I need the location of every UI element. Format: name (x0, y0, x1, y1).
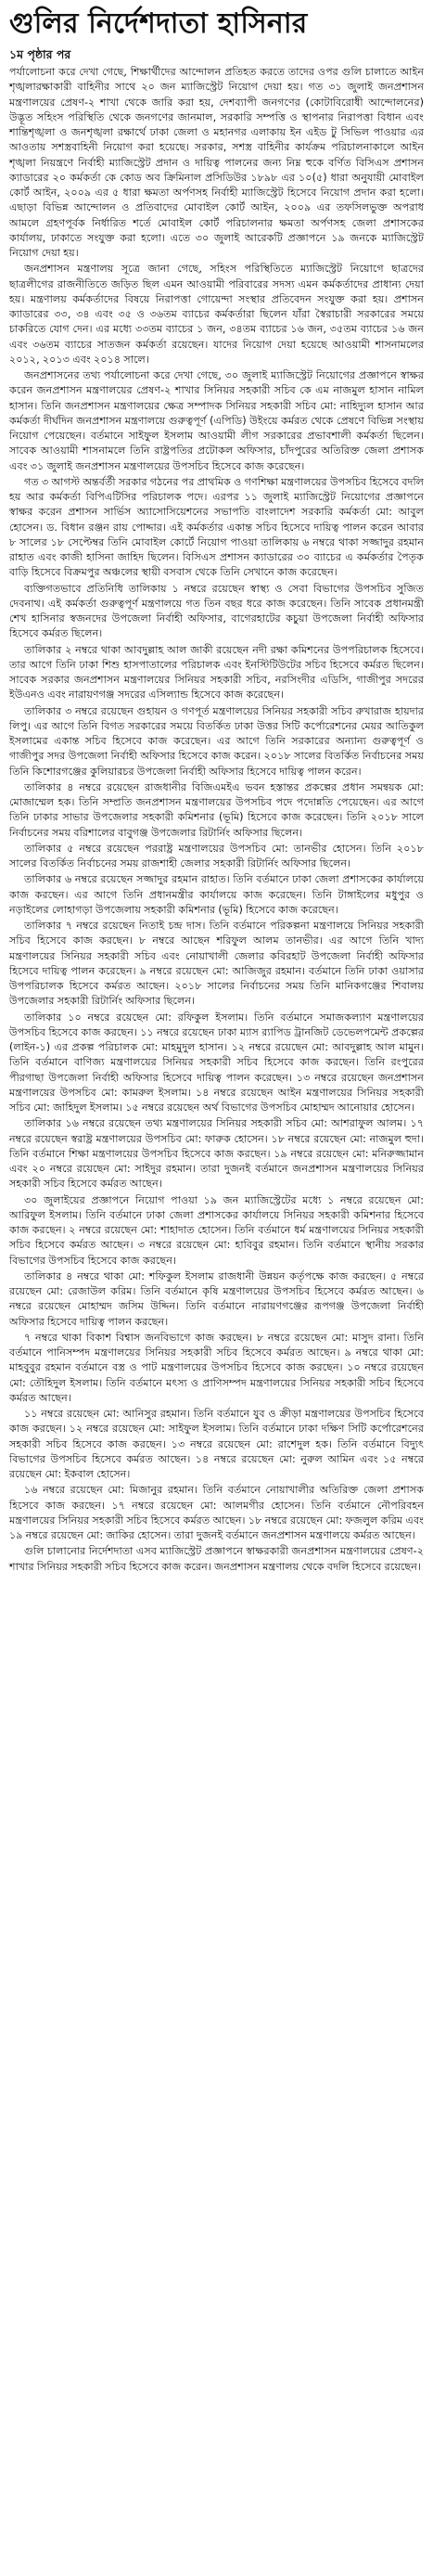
article-paragraph: ১৬ নম্বরে রয়েছেন মো: মিজানুর রহমান। তিনি বর্তমানে নোয়াখালীর অতিরিক্ত জেলা প্রশাসক হিসেবে কাজ করছেন। ১৭ নম্বরে রয়েছেন মো: আলমগীর হোসেন। তিনি বর্তমানে নৌপরিবহন মন্ত্রণালয়ের সিনিয়র সহকারী সচিব হিসেবে কর্মরত আছেন। ১৮ নম্বরে রয়েছেন মো: ফজলুল করিম এবং ১৯ নম্বরে রয়েছেন মো: জাকির হোসেন। তারা দুজনই বর্তমানে জনপ্রশাসন মন্ত্রণালয়ে কর্মরত আছেন। (9, 1484, 424, 1541)
article-paragraph: তালিকার ৪ নম্বরে রয়েছেন রাজধানীর বিজিএমইএ ভবন হস্তান্তর প্রকল্পের প্রধান সমন্বয়ক মো: মোজাম্মেল হক। তিনি সম্প্রতি জনপ্রশাসন মন্ত্রণালয়ের উপসচিব পদে পদোন্নতি পেয়েছেন। এর আগে তিনি ঢাকার সাভার উপজেলার সহকারী কমিশনার (ভূমি) হিসেবে কাজ করেছেন। তিনি ২০১৮ সালে নির্বাচনের সময় বরিশালের বাবুগঞ্জ উপজেলার রিটার্নিং অফিসার ছিলেন। (9, 780, 424, 839)
article-paragraph: পর্যালোচনা করে দেখা গেছে, শিক্ষার্থীদের আন্দোলন প্রতিহত করতে তাদের ওপর গুলি চালাতে আইন শৃঙ্খলারক্ষাকারী বাহিনীর সাথে ২০ জন ম্যাজিস্ট্রেট নিয়োগ দেয়া হয়। গত ৩১ জুলাই জনপ্রশাসন মন্ত্রণালয়ের প্রেষণ-২ শাখা থেকে জারি করা হয়, দেশব্যাপী জনগণের (কোটাবিরোধী আন্দোলনের) উদ্ভূত সহিংস পরিস্থিতি থেকে জনগণের জানমাল, সরকারি সম্পত্তি ও স্থাপনার নিরাপত্তা বিধান এবং শান্তিশৃঙ্খলা ও জনশৃঙ্খলা রক্ষার্থে ঢাকা জেলা ও মহানগর এলাকায় ইন এইড টু সিভিল পাওয়ার এর আওতায় সশস্ত্রবাহিনী নিয়োগ করা হয়েছে। সরকার, সশস্ত্র বাহিনীর কার্যক্রম পরিচালনাকালে আইন শৃঙ্খলা নিয়ন্ত্রণে নির্বাহী ম্যাজিস্ট্রেট প্রদান ও দায়িত্ব পালনের জন্য নিম্ন হুকে বর্ণিত বিসিএস প্রশাসন ক্যাডারের ২০ কর্মকর্তা কে কোড অব ক্রিমিনাল প্রসিডিউর ১৮৯৮ এর ১০(৫) ধারা অনুযায়ী মোবাইল কোর্ট আইন, ২০০৯ এর ৫ ধারা ক্ষমতা অর্পণসহ নির্বাহী ম্যাজিস্ট্রেট হিসেবে নিয়োগ প্রদান করা হলো। এছাড়া বিভিন্ন আন্দোলন ও প্রতিবাদের মোবাইল কোর্ট আইন, ২০০৯ এর তফসিলভুক্ত অপরাধ আমলে গ্রহণপূর্বক নির্ধারিত শর্তে মোবাইল কোর্ট পরিচালনার ক্ষমতা অর্পণসহ জেলা প্রশাসকের কার্যালয়, ঢাকাতে সংযুক্ত করা হলো। এতে ৩০ জুলাই আরেকটি প্রজ্ঞাপনে ১৯ জনকে ম্যাজিস্ট্রেট নিয়োগ দেয়া হয়। (9, 66, 424, 259)
article-paragraph: গুলি চালানোর নির্দেশদাতা এসব ম্যাজিস্ট্রেট প্রজ্ঞাপনে স্বাক্ষরকারী জনপ্রশাসন মন্ত্রণালয়ের প্রেষণ-২ শাখার সিনিয়র সহকারী সচিব হিসেবে কাজ করেন। জনপ্রশাসন মন্ত্রণালয় থেকে বদলি হিসেবে রয়েছেন। (9, 1545, 424, 1573)
article-body (9, 65, 424, 1575)
article-paragraph: গত ৩ আগস্ট অন্তর্বর্তী সরকার গঠনের পর প্রাথমিক ও গণশিক্ষা মন্ত্রণালয়ের উপসচিব হিসেবে বদলি হয় আর কর্মকর্তা বিপিএটিসির পরিচালক পদে। এরপর ১১ জুলাই ম্যাজিস্ট্রেট নিয়োগের প্রজ্ঞাপনে স্বাক্ষর করেন প্রশাসন সার্ভিস অ্যাসোসিয়েশনের সভাপতি বাংলাদেশ সরকারি কর্মকর্তা মো: আবুল হোসেন। ড. বিধান রঞ্জন রায় পোদ্দার। এই কর্মকর্তার একান্ত সচিব হিসেবে দায়িত্ব পালন করেন আবার ৮ সালের ১৮ সেপ্টেম্বর তিনি মোবাইল কোর্টে নিয়োগ পাওয়া তালিকায় ৬ নম্বরে থাকা সজ্জাদুর রহমান রাহাত এবং কাজী হাসিনা জাহিদ ছিলেন। বিসিএস প্রশাসন ক্যাডারের ৩০ ব্যাচের এ কর্মকর্তার পৈতৃক বাড়ি হিসেবে বিক্রমপুর অঞ্চলের স্থায়ী বসবাস থেকে তিনি সেখানে কাজ করেছেন। (9, 475, 424, 579)
article-paragraph: জনপ্রশাসন মন্ত্রণালয় সূত্রে জানা গেছে, সহিংস পরিস্থিতিতে ম্যাজিস্ট্রেট নিয়োগে ছাত্রদের ছাত্রলীগের রাজনীতিতে জড়িত ছিল এমন আওয়ামী পরিবারের সদস্য এমন কর্মকর্তাদের প্রাধান্য দেয়া হয়। মন্ত্রণালয় কর্মকর্তাদের বিষয়ে নিরাপত্তা গোয়েন্দা সংস্থার প্রতিবেদন সংযুক্ত করা হয়। প্রশাসন ক্যাডারের ৩৩, ৩৪ এবং ৩৫ ও ৩৬তম ব্যাচের কর্মকর্তারা ছিলেন যাঁরা স্বৈরাচারী সরকারের সময়ে চাকরিতে যোগ দেন। এর মধ্যে ৩৩তম ব্যাচের ১ জন, ৩৪তম ব্যাচের ১৬ জন, ৩৫তম ব্যাচের ১৬ জন এবং ৩৬তম ব্যাচের সাতজন কর্মকর্তা রয়েছেন। যাদের নিয়োগ দেয়া হয়েছে আওয়ামী শাসনামলের ২০১২, ২০১৩ এবং ২০১৪ সালে। (9, 263, 424, 366)
article-paragraph: ৩০ জুলাইয়ের প্রজ্ঞাপনে নিয়োগ পাওয়া ১৯ জন ম্যাজিস্ট্রেটের মধ্যে ১ নম্বরে রয়েছেন মো: আরিফুল ইসলাম। তিনি বর্তমানে ঢাকা জেলা প্রশাসকের কার্যালয়ে সিনিয়র সহকারী কমিশনার হিসেবে কাজ করছেন। ২ নম্বরে রয়েছেন মো: শাহাদাত হোসেন। তিনি বর্তমানে ধর্ম মন্ত্রণালয়ের সিনিয়র সহকারী সচিব হিসেবে কর্মরত আছেন। ৩ নম্বরে রয়েছেন মো: হাবিবুর রহমান। তিনি বর্তমানে স্থানীয় সরকার বিভাগের উপসচিব হিসেবে কাজ করছেন। (9, 1193, 424, 1267)
article-paragraph: তালিকার ৪ নম্বরে থাকা মো: শফিকুল ইসলাম রাজধানী উন্নয়ন কর্তৃপক্ষে কাজ করছেন। ৫ নম্বরে রয়েছেন মো: রেজাউল করিম। তিনি বর্তমানে কৃষি মন্ত্রণালয়ের উপসচিব হিসেবে কর্মরত আছেন। ৬ নম্বরে রয়েছেন মোহাম্মদ জসিম উদ্দিন। তিনি বর্তমানে নারায়ণগঞ্জের রূপগঞ্জ উপজেলা নির্বাহী অফিসার হিসেবে দায়িত্ব পালন করছেন। (9, 1269, 424, 1328)
article-paragraph: ১১ নম্বরে রয়েছেন মো: আনিসুর রহমান। তিনি বর্তমানে যুব ও ক্রীড়া মন্ত্রণালয়ের উপসচিব হিসেবে কাজ করছেন। ১২ নম্বরে রয়েছেন মো: সাইফুল ইসলাম। তিনি বর্তমানে ঢাকা দক্ষিণ সিটি কর্পোরেশনের সহকারী সচিব হিসেবে কাজ করছেন। ১৩ নম্বরে রয়েছেন মো: রাশেদুল হক। তিনি বর্তমানে বিদ্যুৎ বিভাগের উপসচিব হিসেবে কর্মরত আছেন। ১৪ নম্বরে রয়েছেন মো: নুরুল আমিন এবং ১৫ নম্বরে রয়েছেন মো: ইকবাল হোসেন। (9, 1408, 424, 1480)
article-paragraph: তালিকার ৫ নম্বরে রয়েছেন পররাষ্ট্র মন্ত্রণালয়ের উপসচিব মো: তানভীর হোসেন। তিনি ২০১৮ সালের বিতর্কিত নির্বাচনের সময় রাজশাহী জেলার সহকারী রিটার্নিং অফিসার ছিলেন। (9, 842, 424, 869)
article-paragraph: তালিকার ৩ নম্বরে রয়েছেন গুহায়ন ও গণপূর্ত মন্ত্রণালয়ের সিনিয়র সহকারী সচিব রুখারাজ হায়দার লিপু। এর আগে তিনি বিগত সরকারের সময়ে বিতর্কিত ঢাকা উত্তর সিটি কর্পোরেশনের মেয়র আতিকুল ইসলামের একান্ত সচিব হিসেবে কাজ করেছেন। এর আগে তিনি সরকারের অন্যান্য গুরুত্বপূর্ণ ও গাজীপুর সদর উপজেলা নির্বাহী অফিসার হিসেবে কাজ করেন। ২০১৮ সালের বিতর্কিত নির্বাচনের সময় তিনি কিশোরগঞ্জের কুলিয়ারচর উপজেলা নির্বাহী অফিসার হিসেবে দায়িত্ব পালন করেন। (9, 704, 424, 778)
article-paragraph: তালিকার ১৬ নম্বরে রয়েছেন তথ্য মন্ত্রণালয়ের সিনিয়র সহকারী সচিব মো: আশরাফুল আলম। ১৭ নম্বরে রয়েছেন স্বরাষ্ট্র মন্ত্রণালয়ের উপসচিব মো: ফারুক হোসেন। ১৮ নম্বরে রয়েছেন মো: নাজমুল হুদা। তিনি বর্তমানে শিক্ষা মন্ত্রণালয়ের উপসচিব হিসেবে কাজ করছেন। ১৯ নম্বরে রয়েছেন মো: মনিরুজ্জামান এবং ২০ নম্বরে রয়েছেন মো: সাইদুর রহমান। তারা দুজনই বর্তমানে জনপ্রশাসন মন্ত্রণালয়ের সিনিয়র সহকারী সচিব হিসেবে কর্মরত আছেন। (9, 1117, 424, 1191)
article-headline: গুলির নির্দেশদাতা হাসিনার (9, 7, 308, 40)
article-paragraph: তালিকার ৭ নম্বরে রয়েছেন নিতাই চন্দ্র দাস। তিনি বর্তমানে পরিকল্পনা মন্ত্রণালয়ে সিনিয়র সহকারী সচিব হিসেবে কাজ করছেন। ৮ নম্বরে আছেন শরিফুল আলম তানভীর। এর আগে তিনি খাদ্য মন্ত্রণালয়ের সিনিয়র সহকারী সচিব এবং নোয়াখালী জেলার কবিরহাট উপজেলা নির্বাহী অফিসার হিসেবে দায়িত্ব পালন করেছেন। ৯ নম্বরে রয়েছেন মো: আজিজুর রহমান। বর্তমানে তিনি ঢাকা ওয়াসার উপপরিচালক হিসেবে কর্মরত আছেন। ২০১৮ সালের নির্বাচনের সময় তিনি মানিকগঞ্জের শিবালয় উপজেলার সহকারী রিটার্নিং অফিসার ছিলেন। (9, 920, 424, 1008)
article-paragraph: জনপ্রশাসনের তথ্য পর্যালোচনা করে দেখা গেছে, ৩০ জুলাই ম্যাজিস্ট্রেট নিয়োগের প্রজ্ঞাপনে স্বাক্ষর করেন জনপ্রশাসন মন্ত্রণালয়ের প্রেষণ-২ শাখার সিনিয়র সহকারী সচিব কে এম নাজমুল হাসান নামিল হাসান। তিনি জনপ্রশাসন মন্ত্রণালয়ের ক্ষেত্র সম্পাদক সিনিয়র সহকারী সচিব মো: নাহিদ্যুল হাসান আর কর্মকর্তা দীর্ঘদিন জনপ্রশাসন মন্ত্রণালয়ে গুরুত্বপূর্ণ (এপিডি) উইংয়ে কর্মরত থেকে প্রেষণে বিভিন্ন সংস্থায় নিয়োগ পেয়েছেন। বর্তমানে সাইফুল ইসলাম আওয়ামী লীগ সরকারের প্রভাবশালী কর্মকর্তা ছিলেন। সাবেক আওয়ামী শাসনামলে তিনি রাষ্ট্রপতির প্রটোকল অফিসার, চাঁদপুরের অতিরিক্ত জেলা প্রশাসক এবং ৩১ জুলাই জনপ্রশাসন মন্ত্রণালয়ের উপসচিব হিসেবে কাজ করেছেন। (9, 369, 424, 472)
article-paragraph: ব্যক্তিগতভাবে প্রতিনিধি তালিকায় ১ নম্বরে রয়েছেন স্বাস্থ্য ও সেবা বিভাগের উপসচিব সুজিত দেবনাথ। এই কর্মকর্তা গুরুত্বপূর্ণ মন্ত্রণালয়ে গত তিন বছর ধরে কাজ করেছেন। তিনি সাবেক প্রধানমন্ত্রী শেখ হাসিনার স্বজনদের উপজেলা নির্বাহী অফিসার, বাগেরহাটের কচুয়া উপজেলা নির্বাহী অফিসার হিসেবে কর্মরত ছিলেন। (9, 582, 424, 640)
article-paragraph: তালিকার ২ নম্বরে থাকা আবদুল্লাহ আল জাকী রয়েছেন নদী রক্ষা কমিশনের উপপরিচালক হিসেবে। তার আগে তিনি ঢাকা শিশু হাসপাতালের পরিচালক এবং ইনস্টিটিউটের সচিব হিসেবে কর্মরত ছিলেন। সাবেক সরকার জনপ্রশাসন মন্ত্রণালয়ের সিনিয়র সহকারী সচিব, নরসিংদীর এডিসি, গাজীপুর সদরের ইউএনও এবং নারায়ণগঞ্জ সদরের এসিল্যান্ড হিসেবে কাজ করেছেন। (9, 643, 424, 702)
article-paragraph: ৭ নম্বরে থাকা বিকাশ বিশ্বাস জনবিভাগে কাজ করছেন। ৮ নম্বরে রয়েছেন মো: মাসুদ রানা। তিনি বর্তমানে পানিসম্পদ মন্ত্রণালয়ের সিনিয়র সহকারী সচিব হিসেবে কর্মরত আছেন। ৯ নম্বরে থাকা মো: মাহবুবুর রহমান বর্তমানে বস্ত্র ও পাট মন্ত্রণালয়ের উপসচিব হিসেবে কাজ করছেন। ১০ নম্বরে রয়েছেন মো: তৌহিদুল ইসলাম। তিনি বর্তমানে মৎস্য ও প্রাণিসম্পদ মন্ত্রণালয়ের সিনিয়র সহকারী সচিব হিসেবে কর্মরত আছেন। (9, 1331, 424, 1404)
article-paragraph: তালিকার ৬ নম্বরে রয়েছেন সজ্জাদুর রহমান রাহাত। তিনি বর্তমানে ঢাকা জেলা প্রশাসকের কার্যালয়ে কাজ করছেন। এর আগে তিনি প্রধানমন্ত্রীর কার্যালয়ে কাজ করেছেন। তিনি টাঙ্গাইলের মধুপুর ও নড়াইলের লোহাগড়া উপজেলায় সহকারী কমিশনার (ভূমি) হিসেবে কাজ করেছেন। (9, 873, 424, 916)
continued-from-label: ১ম পৃষ্ঠার পর (9, 47, 71, 61)
article-paragraph: তালিকার ১০ নম্বরে রয়েছেন মো: রফিকুল ইসলাম। তিনি বর্তমানে সমাজকল্যাণ মন্ত্রণালয়ের উপসচিব হিসেবে কাজ করছেন। ১১ নম্বরে রয়েছেন ঢাকা ম্যাস র‍্যাপিড ট্রানজিট ডেভেলপমেন্ট প্রকল্পের (লাইন-১) এর প্রকল্প পরিচালক মো: মাহমুদুল হাসান। ১২ নম্বরে রয়েছেন মো: আবদুল্লাহ আল মামুন। তিনি বর্তমানে বাণিজ্য মন্ত্রণালয়ের সিনিয়র সহকারী সচিব হিসেবে কাজ করছেন। তিনি রংপুরের পীরগাছা উপজেলা নির্বাহী অফিসার হিসেবে দায়িত্ব পালন করেছেন। ১৩ নম্বরে রয়েছেন জনপ্রশাসন মন্ত্রণালয়ের উপসচিব মো: কামরুল ইসলাম। ১৪ নম্বরে রয়েছেন আইন মন্ত্রণালয়ের সিনিয়র সহকারী সচিব মো: জাহিদুল ইসলাম। ১৫ নম্বরে রয়েছেন অর্থ বিভাগের উপসচিব মোহাম্মদ আনোয়ার হোসেন। (9, 1011, 424, 1114)
